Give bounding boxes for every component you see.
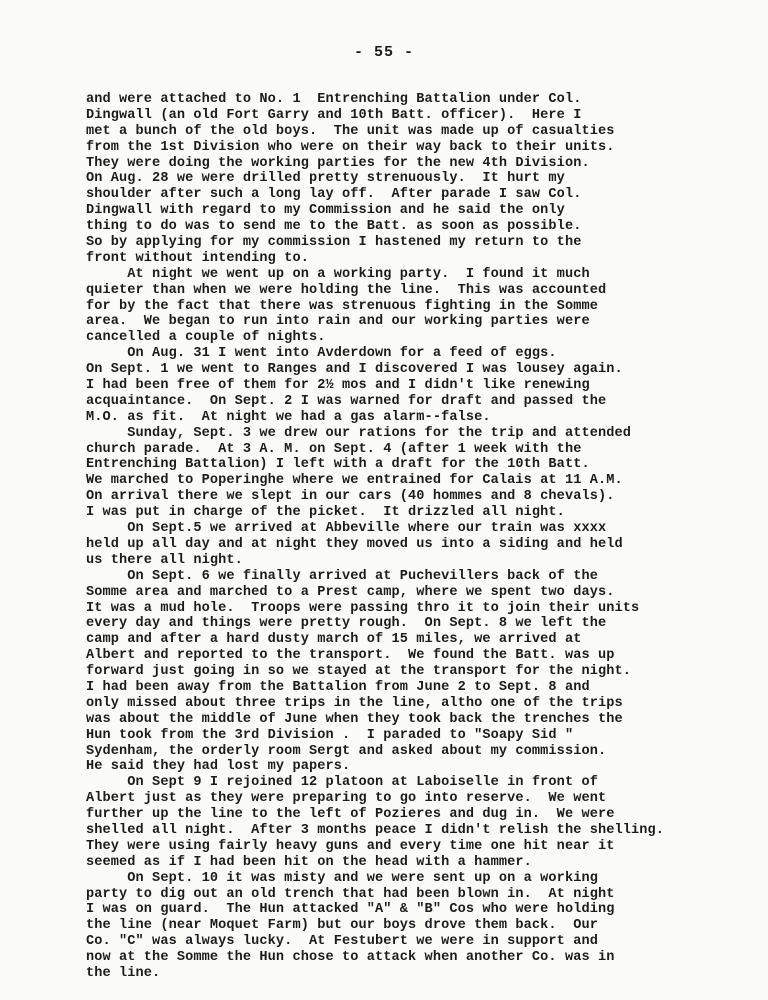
text-line: for by the fact that there was strenuous fighting in the Somme [86,298,598,314]
text-line: On Sept. 6 we finally arrived at Puchevillers back of the [86,568,598,584]
text-line: party to dig out an old trench that had been blown in. At night [86,886,615,902]
text-line: thing to do was to send me to the Batt. as soon as possible. [86,219,582,235]
text-line: was about the middle of June when they took back the trenches the [86,711,623,727]
text-line: us there all night. [86,552,243,568]
text-line: seemed as if I had been hit on the head with a hammer. [86,854,532,870]
text-line: On Aug. 28 we were drilled pretty strenuously. It hurt my [86,171,565,187]
text-line: So by applying for my commission I hastened my return to the [86,235,582,251]
text-line: quieter than when we were holding the line. This was accounted [86,282,607,298]
text-line: every day and things were pretty rough. On Sept. 8 we left the [86,616,607,632]
text-line: They were doing the working parties for the new 4th Division. [86,155,590,171]
text-line: cancelled a couple of nights. [86,330,326,346]
text-line: Dingwall (an old Fort Garry and 10th Batt. officer). Here I [86,107,582,123]
text-line: front without intending to. [86,250,309,266]
text-line: Somme area and marched to a Prest camp, where we spent two days. [86,584,615,600]
text-line: camp and after a hard dusty march of 15 miles, we arrived at [86,632,582,648]
text-line: Hun took from the 3rd Division . I paraded to "Soapy Sid " [86,727,574,743]
text-line: the line (near Moquet Farm) but our boys drove them back. Our [86,918,598,934]
text-line: church parade. At 3 A. M. on Sept. 4 (after 1 week with the [86,441,582,457]
text-line: held up all day and at night they moved us into a siding and held [86,536,623,552]
text-line: Entrenching Battalion) I left with a draft for the 10th Batt. [86,457,590,473]
text-line: now at the Somme the Hun chose to attack when another Co. was in [86,950,615,966]
text-line: only missed about three trips in the line, altho one of the trips [86,695,623,711]
text-line: I had been free of them for 2½ mos and I didn't like renewing [86,378,590,394]
text-line: It was a mud hole. Troops were passing thro it to join their units [86,600,640,616]
text-line: On Sept.5 we arrived at Abbeville where our train was xxxx [86,521,607,537]
text-line: I had been away from the Battalion from June 2 to Sept. 8 and [86,679,590,695]
text-line: M.O. as fit. At night we had a gas alarm--false. [86,409,491,425]
text-line: shelled all night. After 3 months peace I didn't relish the shelling. [86,822,665,838]
text-line: forward just going in so we stayed at the transport for the night. [86,664,631,680]
text-line: On Sept 9 I rejoined 12 platoon at Laboiselle in front of [86,775,598,791]
text-line: Co. "C" was always lucky. At Festubert we were in support and [86,934,598,950]
text-line: Sydenham, the orderly room Sergt and asked about my commission. [86,743,607,759]
text-line: At night we went up on a working party. I found it much [86,266,590,282]
text-line: I was put in charge of the picket. It drizzled all night. [86,505,565,521]
text-line: Sunday, Sept. 3 we drew our rations for the trip and attended [86,425,631,441]
text-line: from the 1st Division who were on their way back to their units. [86,139,615,155]
text-line: On arrival there we slept in our cars (40 hommes and 8 chevals). [86,489,615,505]
text-line: Albert and reported to the transport. We found the Batt. was up [86,648,615,664]
text-line: area. We began to run into rain and our working parties were [86,314,590,330]
text-line: On Sept. 10 it was misty and we were sent up on a working [86,870,598,886]
text-line: Dingwall with regard to my Commission and he said the only [86,203,565,219]
text-line: the line. [86,965,161,981]
text-line: He said they had lost my papers. [86,759,351,775]
text-line: We marched to Poperinghe where we entrained for Calais at 11 A.M. [86,473,623,489]
text-line: met a bunch of the old boys. The unit was made up of casualties [86,123,615,139]
text-line: acquaintance. On Sept. 2 I was warned for draft and passed the [86,393,607,409]
page-number: - 55 - [353,44,414,61]
text-line: On Aug. 31 I went into Avderdown for a feed of eggs. [86,346,557,362]
text-line: shoulder after such a long lay off. After parade I saw Col. [86,187,582,203]
text-line: further up the line to the left of Pozieres and dug in. We were [86,807,615,823]
text-line: I was on guard. The Hun attacked "A" & "B" Cos who were holding [86,902,615,918]
text-line: and were attached to No. 1 Entrenching Battalion under Col. [86,92,582,107]
text-line: They were using fairly heavy guns and every time one hit near it [86,838,615,854]
text-line: Albert just as they were preparing to go into reserve. We went [86,791,607,807]
text-line: On Sept. 1 we went to Ranges and I discovered I was lousey again. [86,362,623,378]
body-text [86,92,766,982]
